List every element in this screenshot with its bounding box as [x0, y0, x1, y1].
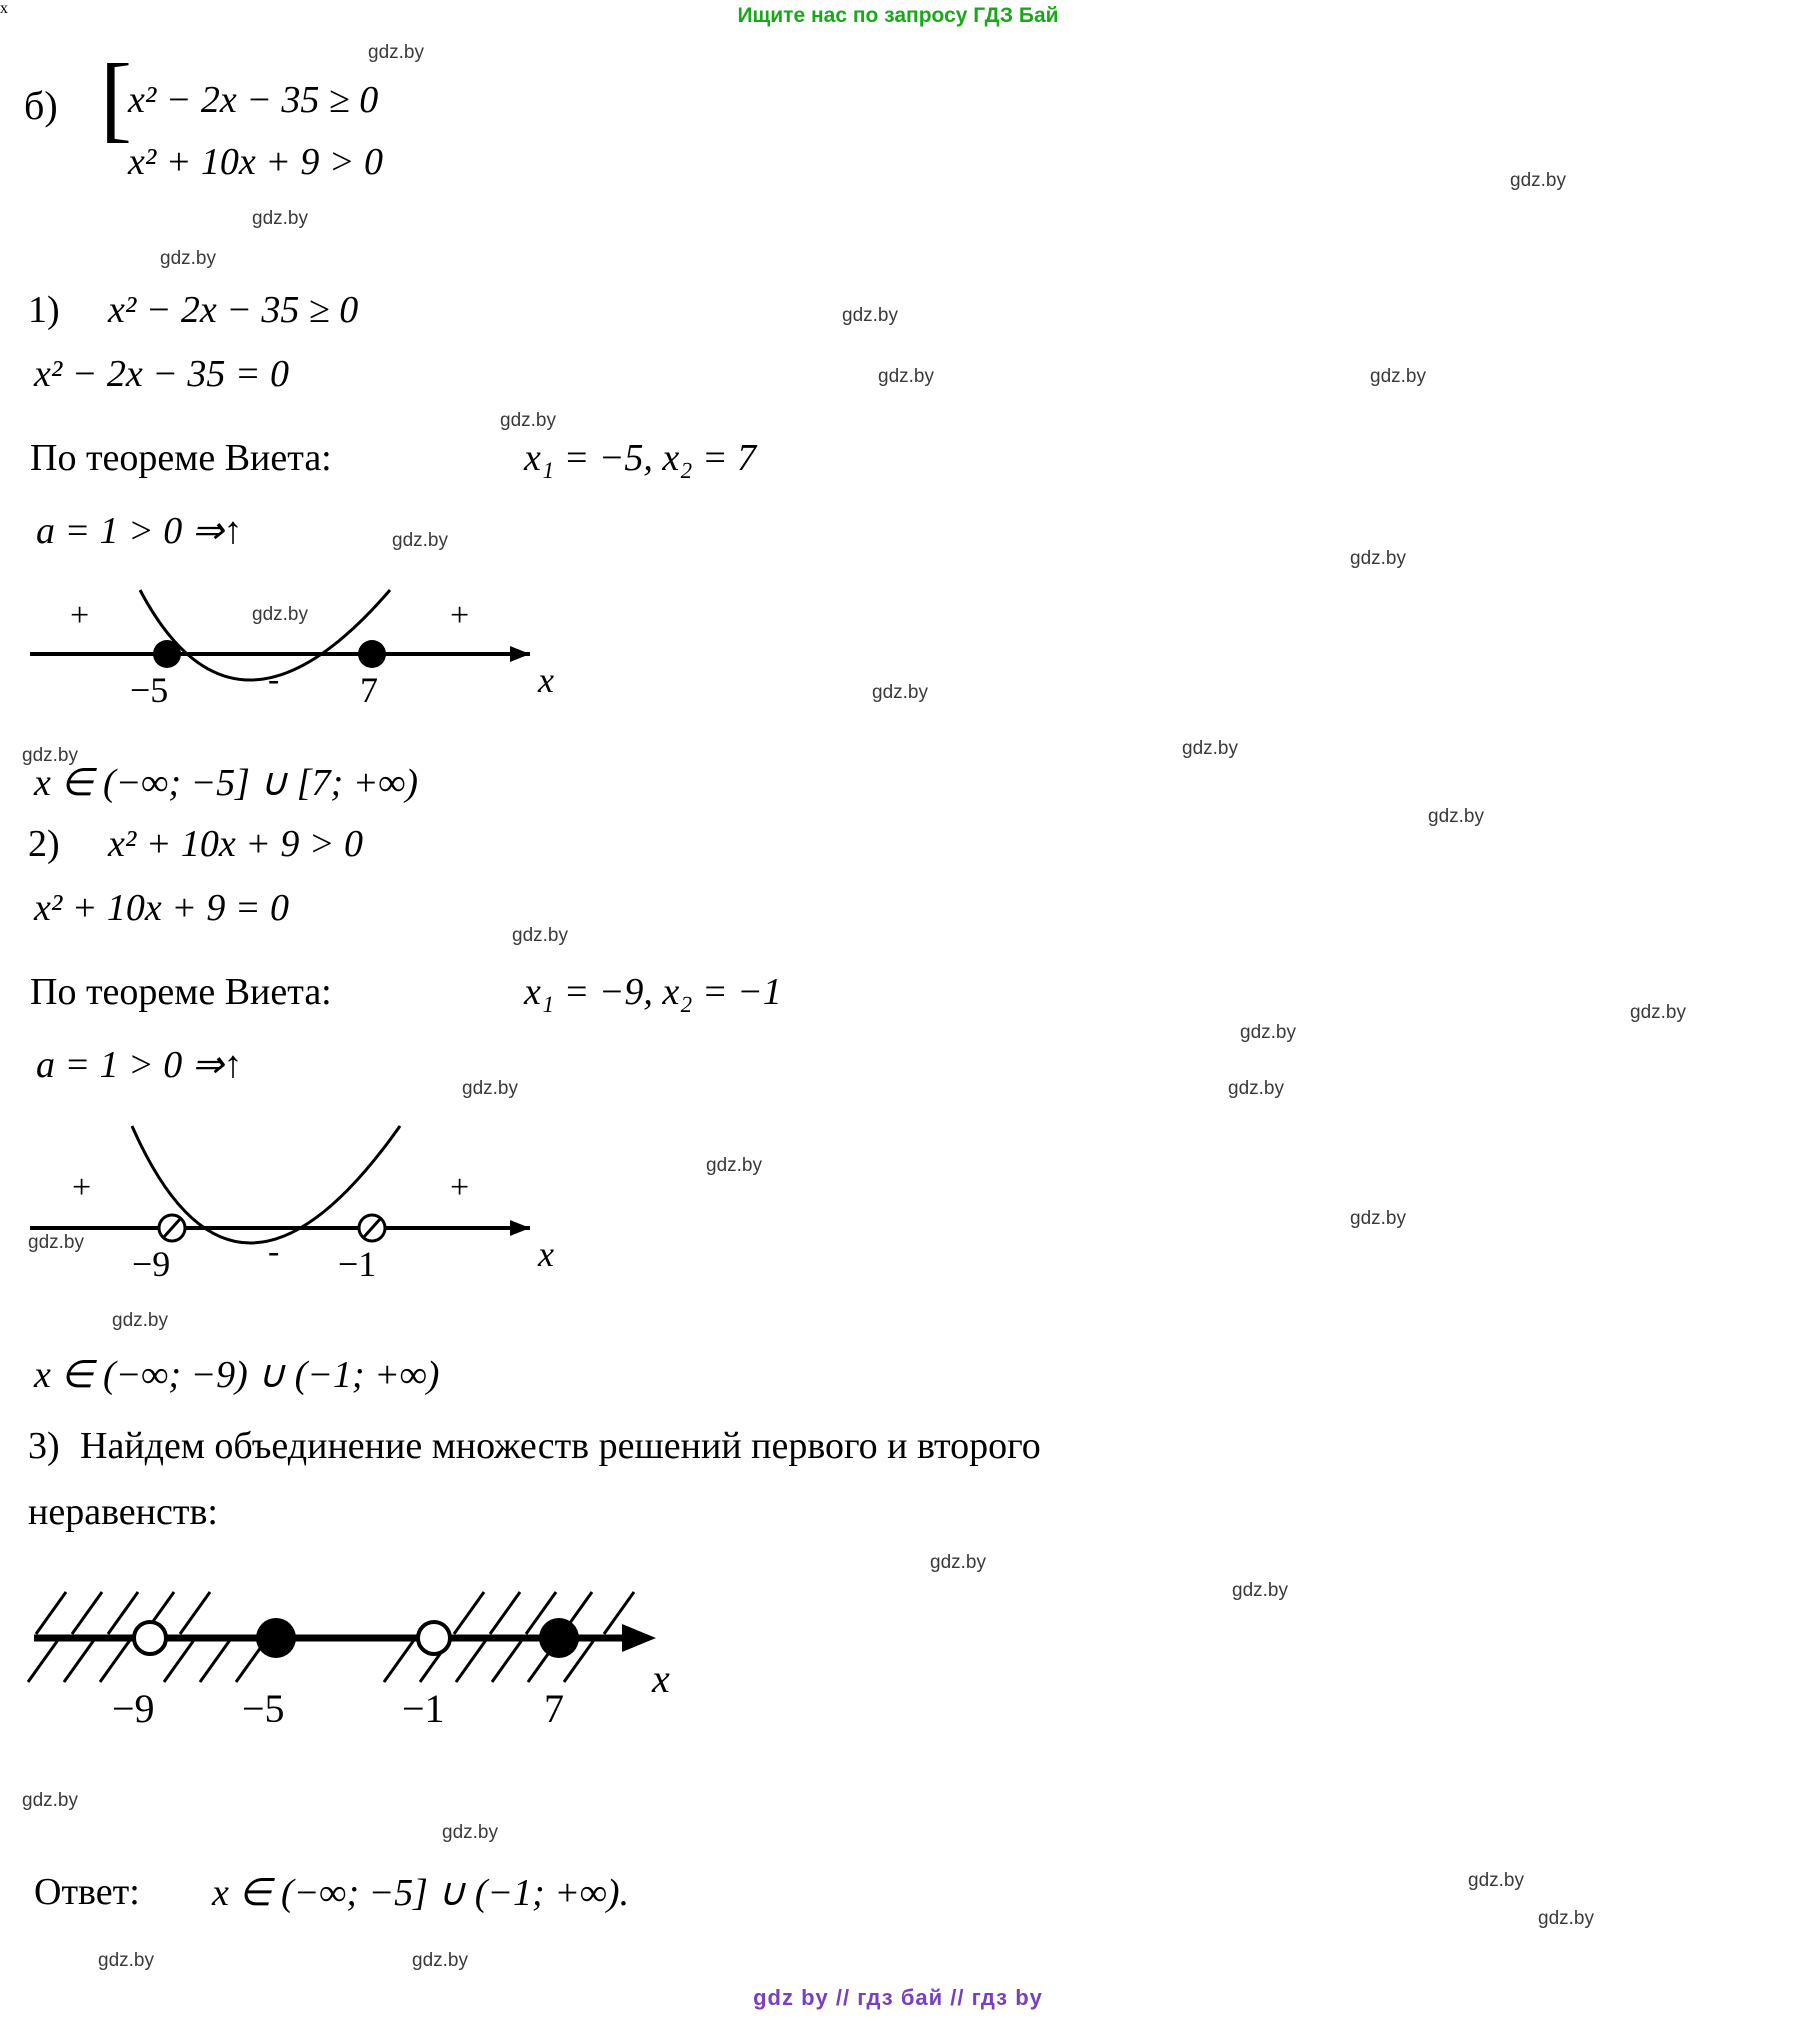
- watermark-3: gdz.by: [160, 248, 216, 269]
- watermark-29: gdz.by: [1538, 1908, 1594, 1929]
- document-page: Ищите нас по запросу ГДЗ Бай gdz.by gdz.by gdz.by gdz.by gdz.by gdz.by gdz.by gdz.by gdz.by gdz.by gdz.by gdz.by gdz.by gdz.by gdz.by gdz.by gdz.by gdz.by gdz.by gdz.by gdz.by gdz.by gdz.by gdz.by gdz.by gdz.by gdz.by gdz.by gdz.by gdz.by gdz.by gdz.by б) [ x² − 2x − 35 ≥ 0 x² + 10x + 9 > 0 1) x² − 2x − 35 ≥ 0 x² − 2x − 35 = 0 По теореме Виета: x₁ = −5, x₂ = 7 a = 1 > 0 ⇒↑ + + - −5 7 x x x ∈ (−∞; −5] ∪ [7; +∞) 2) x² + 10x + 9 > 0 x² + 10x + 9 = 0 По теореме Виета: x₁ = −9, x₂ = −1 a = 1 > 0 ⇒↑ + + - −9 −1 x x ∈ (−∞; −9) ∪ (−1; +∞) 3) Найдем объединение множеств решений первого и второго неравенств: −9 −5 −1 7 x Ответ: x ∈ (−∞; −5] ∪ (−1; +∞). gdz by // гдз бай // гдз by: [0, 0, 1796, 2028]
- system-brace: [: [100, 44, 132, 151]
- step-2-equation: x² + 10x + 9 = 0: [34, 887, 290, 929]
- watermark-18: gdz.by: [462, 1078, 518, 1099]
- watermark-0: gdz.by: [368, 42, 424, 63]
- problem-label: б): [24, 83, 58, 128]
- watermark-25: gdz.by: [1232, 1580, 1288, 1601]
- watermark-16: gdz.by: [1630, 1002, 1686, 1023]
- svg-text:−9: −9: [132, 1244, 171, 1284]
- svg-text:x: x: [538, 1234, 554, 1274]
- step-3-number-line: [14, 1572, 714, 1742]
- watermark-4: gdz.by: [842, 305, 898, 326]
- step-1-vieta-label: По теореме Виета:: [30, 437, 332, 479]
- watermark-13: gdz.by: [1182, 738, 1238, 759]
- step-3-number: 3): [28, 1425, 60, 1467]
- svg-text:−5: −5: [242, 1686, 285, 1731]
- step-2-leading-coeff: a = 1 > 0 ⇒↑: [36, 1044, 243, 1086]
- watermark-30: gdz.by: [98, 1950, 154, 1971]
- watermark-22: gdz.by: [28, 1232, 84, 1253]
- step-3-text-line-2: неравенств:: [28, 1491, 218, 1533]
- system-line-1: x² − 2x − 35 ≥ 0: [128, 79, 379, 121]
- step-1-inequality: x² − 2x − 35 ≥ 0: [108, 289, 359, 331]
- watermark-8: gdz.by: [392, 530, 448, 551]
- watermark-12: gdz.by: [22, 745, 78, 766]
- answer-label: Ответ:: [34, 1871, 140, 1913]
- watermark-10: gdz.by: [252, 604, 308, 625]
- svg-text:-: -: [268, 1233, 280, 1270]
- step-2-vieta-label: По теореме Виета:: [30, 971, 332, 1013]
- svg-text:x: x: [652, 1656, 670, 1701]
- svg-text:7: 7: [360, 670, 378, 710]
- page-footer: gdz by // гдз бай // гдз by: [753, 1985, 1043, 2010]
- answer-value: x ∈ (−∞; −5] ∪ (−1; +∞).: [212, 1872, 630, 1914]
- step-1-roots: x₁ = −5, x₂ = 7: [524, 437, 757, 479]
- svg-text:−9: −9: [112, 1686, 155, 1731]
- svg-text:−1: −1: [402, 1686, 445, 1731]
- watermark-28: gdz.by: [1468, 1870, 1524, 1891]
- watermark-2: gdz.by: [252, 208, 308, 229]
- svg-text:−1: −1: [338, 1244, 377, 1284]
- watermark-17: gdz.by: [1240, 1022, 1296, 1043]
- svg-text:+: +: [72, 1169, 92, 1206]
- watermark-19: gdz.by: [1228, 1078, 1284, 1099]
- watermark-27: gdz.by: [442, 1822, 498, 1843]
- watermark-6: gdz.by: [1370, 366, 1426, 387]
- step-2-sign-diagram: [20, 1110, 580, 1284]
- svg-text:x: x: [538, 660, 554, 700]
- svg-text:+: +: [450, 1169, 470, 1206]
- watermark-5: gdz.by: [878, 366, 934, 387]
- svg-text:7: 7: [544, 1686, 564, 1731]
- watermark-11: gdz.by: [872, 682, 928, 703]
- watermark-23: gdz.by: [112, 1310, 168, 1331]
- watermark-26: gdz.by: [22, 1790, 78, 1811]
- svg-text:+: +: [450, 597, 470, 634]
- page-header: Ищите нас по запросу ГДЗ Бай: [737, 4, 1059, 27]
- step-1-number: 1): [28, 289, 60, 331]
- step-1-solution: x ∈ (−∞; −5] ∪ [7; +∞): [34, 762, 419, 804]
- watermark-15: gdz.by: [512, 925, 568, 946]
- svg-text:-: -: [268, 661, 280, 698]
- step-1-sign-diagram: [20, 580, 580, 720]
- svg-text:−5: −5: [130, 670, 169, 710]
- step-2-number: 2): [28, 823, 60, 865]
- system-line-2: x² + 10x + 9 > 0: [128, 141, 384, 183]
- watermark-21: gdz.by: [1350, 1208, 1406, 1229]
- watermark-1: gdz.by: [1510, 170, 1566, 191]
- step-2-roots: x₁ = −9, x₂ = −1: [524, 971, 782, 1013]
- watermark-20: gdz.by: [706, 1155, 762, 1176]
- step-3-text-line-1: Найдем объединение множеств решений первого и второго: [80, 1425, 1041, 1467]
- watermark-7: gdz.by: [500, 410, 556, 431]
- svg-text:+: +: [70, 597, 90, 634]
- step-2-inequality: x² + 10x + 9 > 0: [108, 823, 364, 865]
- watermark-24: gdz.by: [930, 1552, 986, 1573]
- step-1-leading-coeff: a = 1 > 0 ⇒↑: [36, 510, 243, 552]
- watermark-9: gdz.by: [1350, 548, 1406, 569]
- watermark-14: gdz.by: [1428, 806, 1484, 827]
- step-2-solution: x ∈ (−∞; −9) ∪ (−1; +∞): [34, 1354, 440, 1396]
- step-1-equation: x² − 2x − 35 = 0: [34, 353, 290, 395]
- watermark-31: gdz.by: [412, 1950, 468, 1971]
